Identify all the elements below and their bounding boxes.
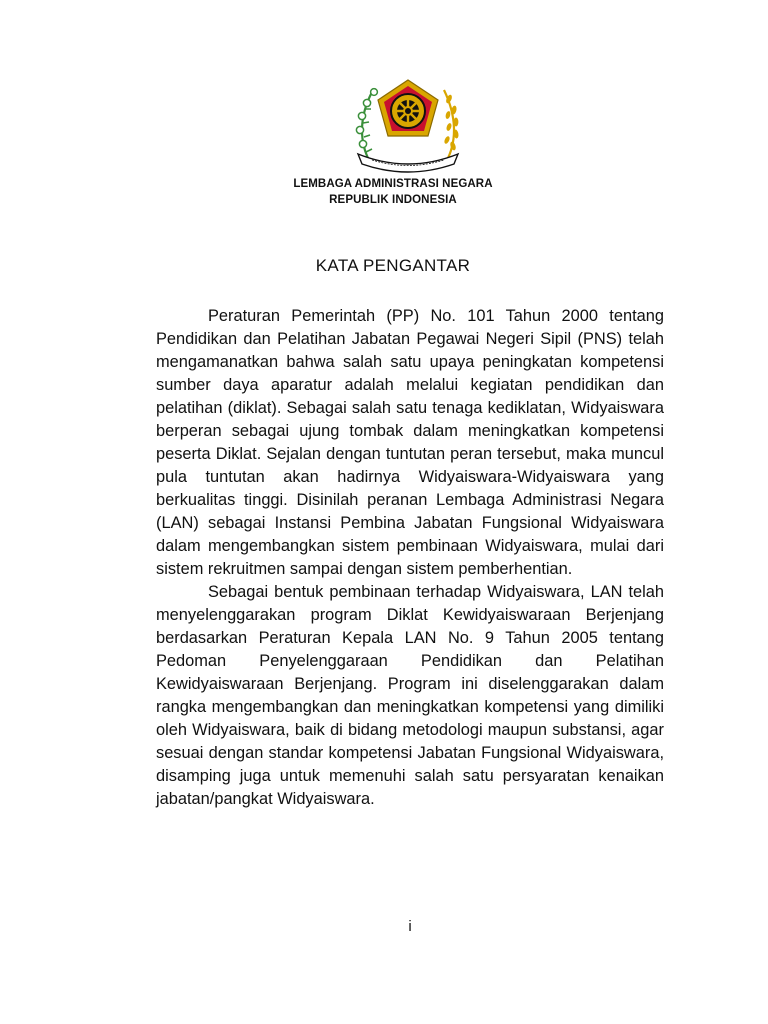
page-number: i [408, 918, 412, 935]
organization-country: REPUBLIK INDONESIA [329, 194, 457, 206]
wheel-icon [391, 94, 425, 128]
body-paragraph: Peraturan Pemerintah (PP) No. 101 Tahun 2000 tentang Pendidikan dan Pelatihan Jabatan Pegawai Negeri Sipil (PNS) telah mengamanatkan bahwa salah satu upaya peningkatan kompetensi sumber daya aparatur adalah melalui kegiatan pendidikan dan pelatihan (diklat). Sebagai salah satu tenaga kediklatan, Widyaiswara berperan sebagai ujung tombak dalam meningkatkan kompetensi peserta Diklat. Sejalan dengan tuntutan peran tersebut, maka muncul pula tuntutan akan hadirnya Widyaiswara-Widyaiswara yang berkualitas tinggi. Disinilah peranan Lembaga Administrasi Negara (LAN) sebagai Instansi Pembina Jabatan Fungsional Widyaiswara dalam mengembangkan sistem pembinaan Widyaiswara, mulai dari sistem rekruitmen sampai dengan sistem pemberhentian. [156, 307, 664, 578]
motto-ribbon [358, 154, 458, 172]
cotton-branch-icon [356, 89, 377, 162]
organization-name: LEMBAGA ADMINISTRASI NEGARA [293, 178, 493, 190]
rice-branch-icon [443, 90, 459, 162]
document-body [156, 305, 664, 811]
garuda-lan-emblem-icon [350, 74, 466, 174]
body-paragraph: Sebagai bentuk pembinaan terhadap Widyaiswara, LAN telah menyelenggarakan program Diklat Kewidyaiswaraan Berjenjang berdasarkan Peraturan Kepala LAN No. 9 Tahun 2005 tentang Pedoman Penyelenggaraan Pendidikan dan Pelatihan Kewidyaiswaraan Berjenjang. Program ini diselenggarakan dalam rangka mengembangkan dan meningkatkan kompetensi yang dimiliki oleh Widyaiswara, baik di bidang metodologi maupun substansi, agar sesuai dengan standar kompetensi Jabatan Fungsional Widyaiswara, disamping juga untuk memenuhi salah satu persyaratan kenaikan jabatan/pangkat Widyaiswara. [156, 583, 664, 808]
page-title: KATA PENGANTAR [315, 256, 471, 275]
